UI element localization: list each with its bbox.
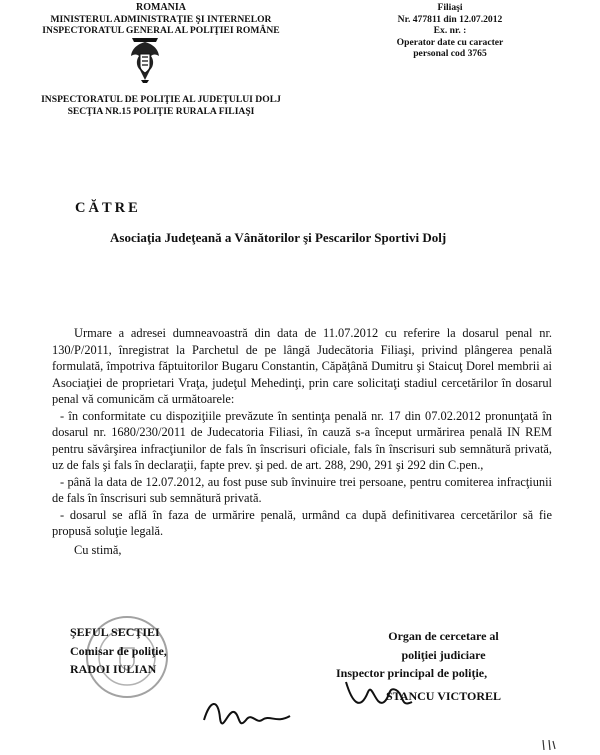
place-name: Filiaşi [437, 2, 463, 13]
paragraph-status: - dosarul se află în faza de urmărire penală, urmând ca după definitivarea cercetărilor să fie propusă soluţie legală. [52, 507, 552, 538]
data-operator-line1: Operator date cu caracter [396, 36, 504, 48]
copy-number: Ex. nr. : [433, 25, 467, 36]
section-chief-title: ŞEFUL SECŢIEI [70, 625, 160, 639]
issuing-unit [30, 94, 292, 117]
paragraph-proceedings: - în conformitate cu dispoziţiile prevăzute în sentinţa penală nr. 17 din 07.02.2012 pronunţată în dosarul nr. 1680/230/2011 de Judecatoria Filiasi, în cauză s-a început urmărirea penală IN REM pentru săvârşirea infracţiunilor de fals în înscrisuri oficiale, fals în înscrisuri sub semnătură privată, uz de fals şi fals în declaraţii, fapte prev. şi ped. de art. 288, 290, 291 şi 292 din C.pen., [52, 408, 552, 472]
signature-block-left [70, 623, 250, 679]
signatory-name-right: STANCU VICTOREL [385, 688, 502, 703]
inspectorate-name: INSPECTORATUL GENERAL AL POLIŢIEI ROMÂNE [42, 25, 280, 36]
coat-of-arms-icon [128, 36, 162, 84]
investigation-body-line2: poliţiei judiciare [401, 647, 486, 662]
paragraph-accused: - până la data de 12.07.2012, au fost puse sub învinuire trei persoane, pentru comiterea infracţiunii de fals în înscrisuri sub semnătură privată. [52, 474, 552, 505]
handwritten-signature-right-icon [340, 672, 435, 717]
signatory-name-left: RADOI IULIAN [70, 662, 157, 676]
registration-block [365, 2, 535, 60]
letter-body [52, 325, 552, 558]
data-operator-line2: personal cod 3765 [413, 48, 487, 59]
closing-greeting: Cu stimă, [74, 542, 122, 557]
registration-number: Nr. 477811 din 12.07.2012 [397, 13, 503, 25]
police-section: SECŢIA NR.15 POLIŢIE RURALA FILIAŞI [67, 105, 255, 117]
issuer-header [30, 2, 292, 37]
ministry-name: MINISTERUL ADMINISTRAŢIE ŞI INTERNELOR [50, 13, 272, 25]
country-name: ROMANIA [136, 2, 186, 13]
handwritten-signature-icon [200, 690, 300, 740]
inspector-title: Inspector principal de poliţie, [336, 666, 488, 680]
rank-title: Comisar de poliţie, [70, 643, 167, 658]
recipient-name: Asociaţia Judeţeană a Vânătorilor şi Pescarilor Sportivi Dolj [110, 230, 447, 245]
recipient-heading: CĂTRE [75, 200, 141, 216]
handwritten-mark-icon [540, 738, 558, 752]
investigation-body-line1: Organ de cercetare al [388, 629, 499, 643]
county-inspectorate: INSPECTORATUL DE POLIŢIE AL JUDEŢULUI DOLJ [41, 94, 281, 105]
paragraph-intro: Urmare a adresei dumneavoastră din data de 11.07.2012 cu referire la dosarul penal nr. 130/P/2011, înregistrat la Parchetul de pe lângă Judecătoria Filiaşi, privind plângerea penală formulată, împotriva făptuitorilor Bugaru Constantin, Căpăţână Dumitru şi Staicuţ Dorel membrii ai Asociaţiei de proprietari Vraţa, judeţul Mehedinţi, prin care solicitaţi stadiul cercetărilor în dosarul penal vă comunicăm că următoarele: [52, 326, 552, 406]
